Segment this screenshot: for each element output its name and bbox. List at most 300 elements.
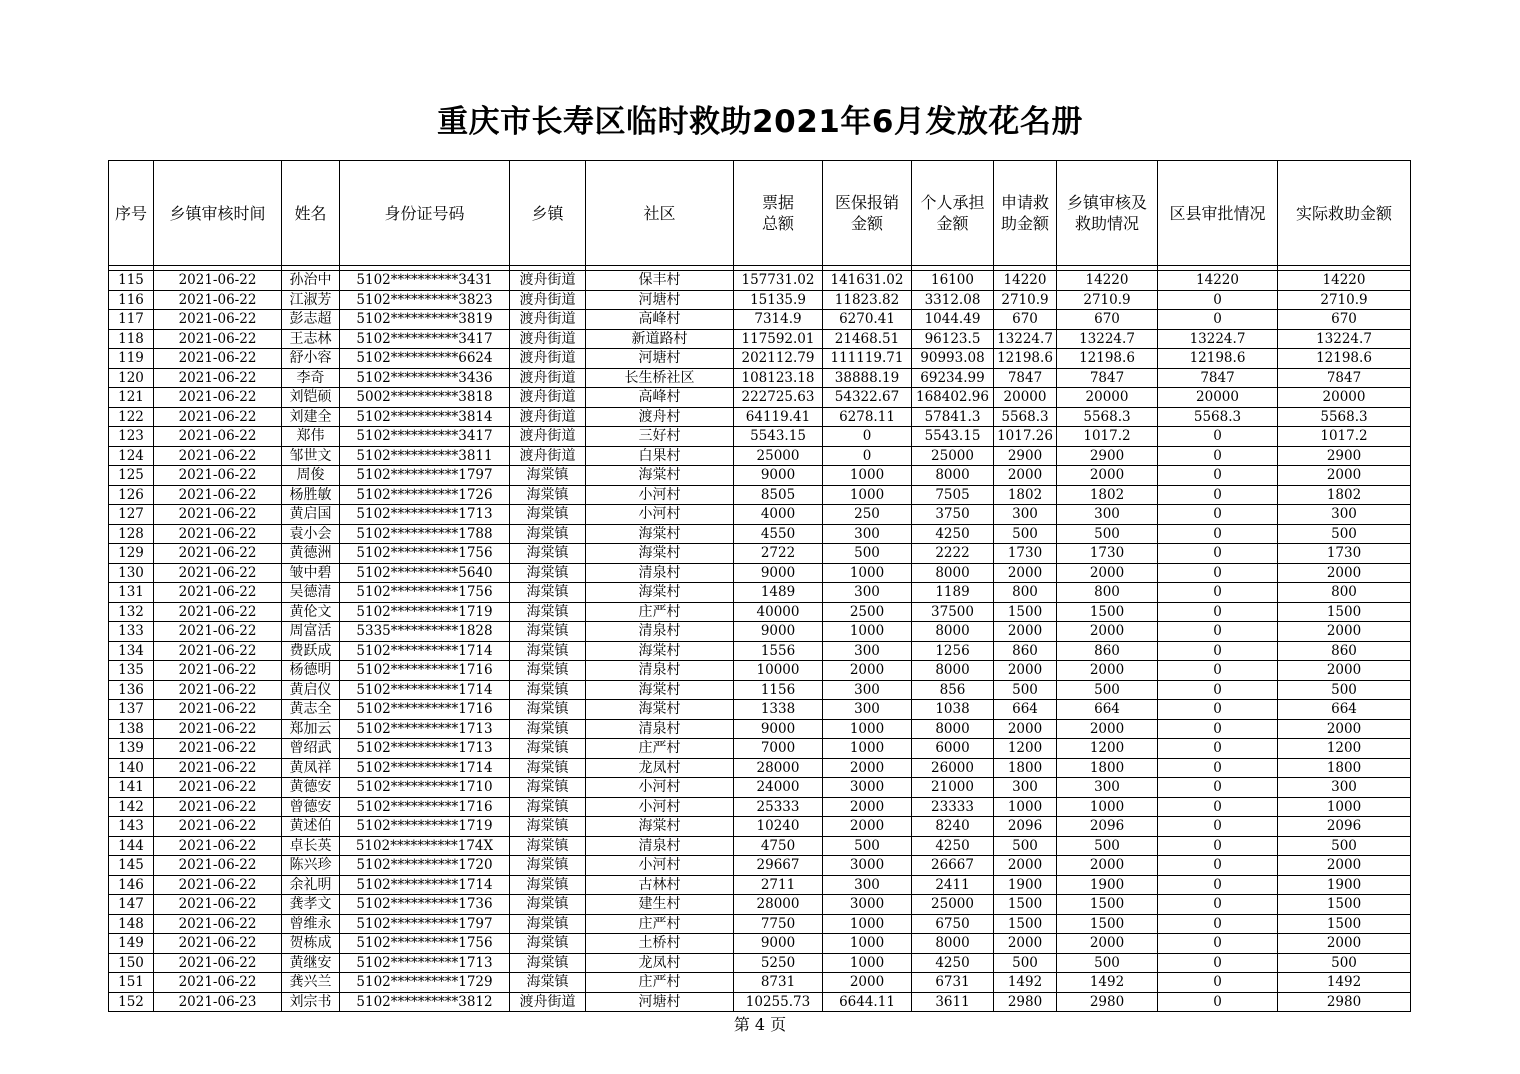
table-cell: 20000: [994, 388, 1057, 408]
table-cell: 海棠村: [586, 524, 734, 544]
table-cell: 69234.99: [912, 368, 994, 388]
table-cell: 64119.41: [734, 407, 823, 427]
table-cell: 2000: [823, 797, 912, 817]
table-cell: 856: [912, 680, 994, 700]
table-cell: 2000: [994, 563, 1057, 583]
table-cell: 2021-06-22: [154, 758, 282, 778]
table-cell: 10000: [734, 661, 823, 681]
table-cell: 1802: [1057, 485, 1158, 505]
table-cell: 李奇: [282, 368, 340, 388]
table-cell: 1338: [734, 700, 823, 720]
table-cell: 高峰村: [586, 310, 734, 330]
table-cell: 2021-06-22: [154, 524, 282, 544]
table-cell: 9000: [734, 466, 823, 486]
table-row: [109, 583, 1411, 603]
table-cell: 高峰村: [586, 388, 734, 408]
table-cell: 龚兴兰: [282, 973, 340, 993]
table-cell: 7750: [734, 914, 823, 934]
table-cell: 57841.3: [912, 407, 994, 427]
table-row: [109, 310, 1411, 330]
table-cell: 1730: [1278, 544, 1411, 564]
table-cell: 0: [1158, 641, 1278, 661]
table-cell: 周富活: [282, 622, 340, 642]
table-cell: 5102**********1756: [340, 583, 510, 603]
table-cell: 54322.67: [823, 388, 912, 408]
table-cell: 2021-06-22: [154, 271, 282, 291]
table-cell: 0: [1158, 817, 1278, 837]
table-cell: 海棠镇: [510, 700, 586, 720]
table-cell: 12198.6: [1158, 349, 1278, 369]
table-cell: 2000: [994, 934, 1057, 954]
table-cell: 13224.7: [994, 329, 1057, 349]
table-cell: 800: [1278, 583, 1411, 603]
table-cell: 费跃成: [282, 641, 340, 661]
table-cell: 860: [1278, 641, 1411, 661]
table-cell: 6270.41: [823, 310, 912, 330]
table-cell: 127: [109, 505, 154, 525]
table-cell: 121: [109, 388, 154, 408]
table-cell: 2021-06-22: [154, 739, 282, 759]
table-cell: 500: [994, 524, 1057, 544]
table-cell: 土桥村: [586, 934, 734, 954]
table-cell: 25000: [734, 446, 823, 466]
table-cell: 119: [109, 349, 154, 369]
table-cell: 5102**********1713: [340, 505, 510, 525]
table-cell: 0: [1158, 700, 1278, 720]
table-cell: 黄伦文: [282, 602, 340, 622]
table-cell: 2000: [1057, 719, 1158, 739]
table-cell: 300: [823, 524, 912, 544]
table-cell: 6731: [912, 973, 994, 993]
table-cell: 300: [994, 778, 1057, 798]
table-cell: 2900: [1278, 446, 1411, 466]
table-cell: 300: [1278, 505, 1411, 525]
table-cell: 1492: [1057, 973, 1158, 993]
table-cell: 5102**********1729: [340, 973, 510, 993]
table-row: [109, 953, 1411, 973]
table-cell: 古林村: [586, 875, 734, 895]
table-cell: 海棠村: [586, 700, 734, 720]
table-cell: 120: [109, 368, 154, 388]
table-cell: 5102**********1726: [340, 485, 510, 505]
table-cell: 20000: [1158, 388, 1278, 408]
table-cell: 2710.9: [1278, 290, 1411, 310]
table-cell: 40000: [734, 602, 823, 622]
table-row: [109, 329, 1411, 349]
table-cell: 黄述伯: [282, 817, 340, 837]
table-cell: 郑加云: [282, 719, 340, 739]
table-row: [109, 505, 1411, 525]
table-row: [109, 817, 1411, 837]
table-cell: 5102**********3417: [340, 427, 510, 447]
table-cell: 133: [109, 622, 154, 642]
table-cell: 海棠镇: [510, 739, 586, 759]
table-cell: 0: [1158, 466, 1278, 486]
table-cell: 5102**********1788: [340, 524, 510, 544]
table-cell: 龚孝文: [282, 895, 340, 915]
table-cell: 2000: [823, 973, 912, 993]
table-cell: 13224.7: [1278, 329, 1411, 349]
table-cell: 2000: [1057, 934, 1158, 954]
table-cell: 海棠村: [586, 641, 734, 661]
table-cell: 曾德安: [282, 797, 340, 817]
table-cell: 0: [1158, 583, 1278, 603]
table-cell: 1492: [994, 973, 1057, 993]
table-cell: 145: [109, 856, 154, 876]
table-cell: 146: [109, 875, 154, 895]
table-cell: 108123.18: [734, 368, 823, 388]
table-cell: 118: [109, 329, 154, 349]
table-cell: 白果村: [586, 446, 734, 466]
table-cell: 黄启国: [282, 505, 340, 525]
table-cell: 1000: [823, 934, 912, 954]
table-cell: 5102**********1714: [340, 875, 510, 895]
table-cell: 0: [1158, 875, 1278, 895]
table-cell: 2980: [994, 992, 1057, 1012]
table-cell: 庄严村: [586, 914, 734, 934]
table-cell: 123: [109, 427, 154, 447]
table-cell: 1256: [912, 641, 994, 661]
table-cell: 12198.6: [1057, 349, 1158, 369]
table-cell: 5102**********1756: [340, 544, 510, 564]
table-row: [109, 836, 1411, 856]
table-cell: 海棠村: [586, 680, 734, 700]
table-cell: 12198.6: [994, 349, 1057, 369]
table-cell: 2021-06-22: [154, 368, 282, 388]
table-cell: 1017.2: [1278, 427, 1411, 447]
table-cell: 黄德安: [282, 778, 340, 798]
table-cell: 王志林: [282, 329, 340, 349]
table-cell: 11823.82: [823, 290, 912, 310]
table-cell: 1500: [1278, 895, 1411, 915]
table-cell: 1500: [1057, 895, 1158, 915]
table-cell: 建生村: [586, 895, 734, 915]
table-cell: 清泉村: [586, 622, 734, 642]
table-cell: 2000: [1057, 563, 1158, 583]
table-cell: 2021-06-22: [154, 485, 282, 505]
table-cell: 2021-06-22: [154, 895, 282, 915]
table-cell: 10255.73: [734, 992, 823, 1012]
table-cell: 0: [1158, 622, 1278, 642]
table-cell: 5102**********3819: [340, 310, 510, 330]
table-cell: 吴德清: [282, 583, 340, 603]
table-cell: 8000: [912, 622, 994, 642]
table-cell: 海棠村: [586, 583, 734, 603]
table-cell: 300: [823, 641, 912, 661]
table-cell: 2021-06-22: [154, 836, 282, 856]
table-cell: 860: [994, 641, 1057, 661]
table-cell: 2021-06-22: [154, 563, 282, 583]
table-cell: 渡舟街道: [510, 427, 586, 447]
table-cell: 0: [1158, 856, 1278, 876]
table-cell: 1800: [1278, 758, 1411, 778]
table-cell: 125: [109, 466, 154, 486]
table-cell: 7847: [1057, 368, 1158, 388]
table-cell: 21468.51: [823, 329, 912, 349]
table-cell: 0: [1158, 934, 1278, 954]
column-header: 序号: [109, 161, 154, 266]
table-cell: 7847: [1278, 368, 1411, 388]
table-cell: 庄严村: [586, 602, 734, 622]
table-cell: 1200: [994, 739, 1057, 759]
table-cell: 小河村: [586, 505, 734, 525]
table-cell: 250: [823, 505, 912, 525]
table-cell: 800: [1057, 583, 1158, 603]
column-header: 个人承担 金额: [912, 161, 994, 266]
table-cell: 皱中碧: [282, 563, 340, 583]
table-cell: 14220: [1158, 271, 1278, 291]
table-row: [109, 271, 1411, 291]
table-cell: 20000: [1057, 388, 1158, 408]
table-cell: 5102**********1736: [340, 895, 510, 915]
table-row: [109, 485, 1411, 505]
table-cell: 2000: [1057, 856, 1158, 876]
page-title: 重庆市长寿区临时救助2021年6月发放花名册: [437, 104, 1083, 140]
table-cell: 1802: [1278, 485, 1411, 505]
column-header: 乡镇审核时间: [154, 161, 282, 266]
table-cell: 2000: [994, 856, 1057, 876]
table-cell: 长生桥社区: [586, 368, 734, 388]
table-cell: 1000: [823, 914, 912, 934]
table-cell: 500: [994, 953, 1057, 973]
column-header: 姓名: [282, 161, 340, 266]
table-cell: 1730: [1057, 544, 1158, 564]
table-cell: 500: [1057, 524, 1158, 544]
table-cell: 670: [1057, 310, 1158, 330]
table-cell: 1500: [994, 602, 1057, 622]
table-cell: 1900: [1278, 875, 1411, 895]
table-cell: 海棠镇: [510, 524, 586, 544]
table-cell: 2096: [994, 817, 1057, 837]
table-cell: 5102**********1756: [340, 934, 510, 954]
table-cell: 500: [994, 680, 1057, 700]
table-cell: 5102**********1714: [340, 680, 510, 700]
table-cell: 134: [109, 641, 154, 661]
table-cell: 124: [109, 446, 154, 466]
table-cell: 1000: [823, 953, 912, 973]
column-header: 社区: [586, 161, 734, 266]
table-cell: 5543.15: [734, 427, 823, 447]
table-cell: 1730: [994, 544, 1057, 564]
table-cell: 5102**********3812: [340, 992, 510, 1012]
table-cell: 26000: [912, 758, 994, 778]
table-cell: 5102**********1713: [340, 953, 510, 973]
table-cell: 0: [1158, 973, 1278, 993]
table-cell: 5568.3: [994, 407, 1057, 427]
table-cell: 海棠镇: [510, 719, 586, 739]
table-cell: 1802: [994, 485, 1057, 505]
table-cell: 海棠镇: [510, 778, 586, 798]
table-body: [109, 271, 1411, 1012]
table-cell: 河塘村: [586, 290, 734, 310]
table-cell: 0: [1158, 953, 1278, 973]
table-cell: 8731: [734, 973, 823, 993]
table-cell: 1500: [994, 914, 1057, 934]
table-cell: 2000: [1278, 466, 1411, 486]
table-cell: 河塘村: [586, 349, 734, 369]
table-cell: 150: [109, 953, 154, 973]
table-cell: 海棠镇: [510, 758, 586, 778]
table-row: [109, 446, 1411, 466]
table-cell: 2021-06-22: [154, 329, 282, 349]
table-cell: 2000: [823, 758, 912, 778]
table-cell: 0: [1158, 524, 1278, 544]
table-cell: 庄严村: [586, 973, 734, 993]
table-row: [109, 875, 1411, 895]
table-cell: 三好村: [586, 427, 734, 447]
table-cell: 1500: [1278, 602, 1411, 622]
table-cell: 300: [823, 875, 912, 895]
table-cell: 3312.08: [912, 290, 994, 310]
table-cell: 37500: [912, 602, 994, 622]
table-cell: 1000: [823, 719, 912, 739]
table-row: [109, 368, 1411, 388]
table-cell: 131: [109, 583, 154, 603]
table-cell: 117592.01: [734, 329, 823, 349]
table-cell: 152: [109, 992, 154, 1012]
table-cell: 2021-06-22: [154, 583, 282, 603]
table-cell: 5002**********3818: [340, 388, 510, 408]
table-cell: 300: [1057, 505, 1158, 525]
table-cell: 海棠镇: [510, 466, 586, 486]
table-cell: 2021-06-22: [154, 622, 282, 642]
table-cell: 1017.26: [994, 427, 1057, 447]
table-cell: 1156: [734, 680, 823, 700]
table-cell: 1000: [823, 563, 912, 583]
table-cell: 海棠镇: [510, 953, 586, 973]
table-cell: 海棠镇: [510, 641, 586, 661]
table-cell: 5102**********6624: [340, 349, 510, 369]
table-cell: 500: [1278, 680, 1411, 700]
table-row: [109, 934, 1411, 954]
table-cell: 2710.9: [994, 290, 1057, 310]
column-header: 申请救 助金额: [994, 161, 1057, 266]
table-cell: 5568.3: [1057, 407, 1158, 427]
table-row: [109, 797, 1411, 817]
table-cell: 0: [1158, 446, 1278, 466]
table-row: [109, 544, 1411, 564]
table-cell: 渡舟街道: [510, 388, 586, 408]
column-header: 实际救助金额: [1278, 161, 1411, 266]
table-cell: 刘宗书: [282, 992, 340, 1012]
table-row: [109, 856, 1411, 876]
table-cell: 0: [1158, 602, 1278, 622]
table-cell: 143: [109, 817, 154, 837]
table-cell: 1000: [1057, 797, 1158, 817]
table-cell: 300: [1057, 778, 1158, 798]
table-cell: 500: [1057, 953, 1158, 973]
table-cell: 1500: [1057, 602, 1158, 622]
table-cell: 小河村: [586, 856, 734, 876]
table-row: [109, 661, 1411, 681]
table-cell: 9000: [734, 622, 823, 642]
table-cell: 2411: [912, 875, 994, 895]
table-cell: 1000: [823, 622, 912, 642]
table-cell: 7000: [734, 739, 823, 759]
page-number: 第 4 页: [733, 1015, 787, 1034]
table-cell: 10240: [734, 817, 823, 837]
table-cell: 2000: [1278, 934, 1411, 954]
table-cell: 5102**********1714: [340, 758, 510, 778]
table-cell: 2021-06-22: [154, 934, 282, 954]
table-cell: 2096: [1278, 817, 1411, 837]
table-cell: 8000: [912, 719, 994, 739]
table-cell: 1000: [823, 466, 912, 486]
table-cell: 渡舟村: [586, 407, 734, 427]
table-row: [109, 427, 1411, 447]
table-cell: 渡舟街道: [510, 271, 586, 291]
table-cell: 2000: [1278, 719, 1411, 739]
table-cell: 4250: [912, 524, 994, 544]
column-header: 医保报销 金额: [823, 161, 912, 266]
table-cell: 刘铠硕: [282, 388, 340, 408]
table-cell: 2021-06-23: [154, 992, 282, 1012]
table-cell: 4000: [734, 505, 823, 525]
table-row: [109, 349, 1411, 369]
table-cell: 曾绍武: [282, 739, 340, 759]
table-cell: 111119.71: [823, 349, 912, 369]
table-cell: 0: [1158, 719, 1278, 739]
table-cell: 陈兴珍: [282, 856, 340, 876]
table-cell: 147: [109, 895, 154, 915]
table-cell: 130: [109, 563, 154, 583]
table-cell: 彭志超: [282, 310, 340, 330]
table-cell: 664: [994, 700, 1057, 720]
table-cell: 500: [823, 836, 912, 856]
table-cell: 202112.79: [734, 349, 823, 369]
table-cell: 3000: [823, 856, 912, 876]
table-cell: 168402.96: [912, 388, 994, 408]
table-cell: 孙治中: [282, 271, 340, 291]
table-cell: 2000: [1057, 622, 1158, 642]
table-cell: 222725.63: [734, 388, 823, 408]
table-cell: 江淑芳: [282, 290, 340, 310]
table-cell: 2021-06-22: [154, 310, 282, 330]
table-cell: 2021-06-22: [154, 466, 282, 486]
table-cell: 136: [109, 680, 154, 700]
table-cell: 2000: [823, 661, 912, 681]
table-cell: 1038: [912, 700, 994, 720]
table-cell: 5102**********1719: [340, 817, 510, 837]
table-cell: 黄志全: [282, 700, 340, 720]
table-cell: 清泉村: [586, 836, 734, 856]
table-cell: 舒小容: [282, 349, 340, 369]
table-cell: 2021-06-22: [154, 973, 282, 993]
table-cell: 2000: [1278, 622, 1411, 642]
table-cell: 5102**********3814: [340, 407, 510, 427]
table-cell: 2021-06-22: [154, 427, 282, 447]
table-cell: 5102**********1797: [340, 914, 510, 934]
table-cell: 3611: [912, 992, 994, 1012]
table-cell: 卓长英: [282, 836, 340, 856]
table-cell: 2900: [1057, 446, 1158, 466]
table-cell: 117: [109, 310, 154, 330]
table-cell: 8505: [734, 485, 823, 505]
table-cell: 小河村: [586, 778, 734, 798]
table-cell: 26667: [912, 856, 994, 876]
table-cell: 1489: [734, 583, 823, 603]
table-cell: 6278.11: [823, 407, 912, 427]
table-cell: 122: [109, 407, 154, 427]
table-cell: 龙凤村: [586, 758, 734, 778]
table-cell: 5335**********1828: [340, 622, 510, 642]
table-cell: 5102**********1716: [340, 797, 510, 817]
table-cell: 2900: [994, 446, 1057, 466]
table-cell: 5568.3: [1278, 407, 1411, 427]
table-cell: 杨胜敏: [282, 485, 340, 505]
table-cell: 5102**********1710: [340, 778, 510, 798]
column-header: 身份证号码: [340, 161, 510, 266]
